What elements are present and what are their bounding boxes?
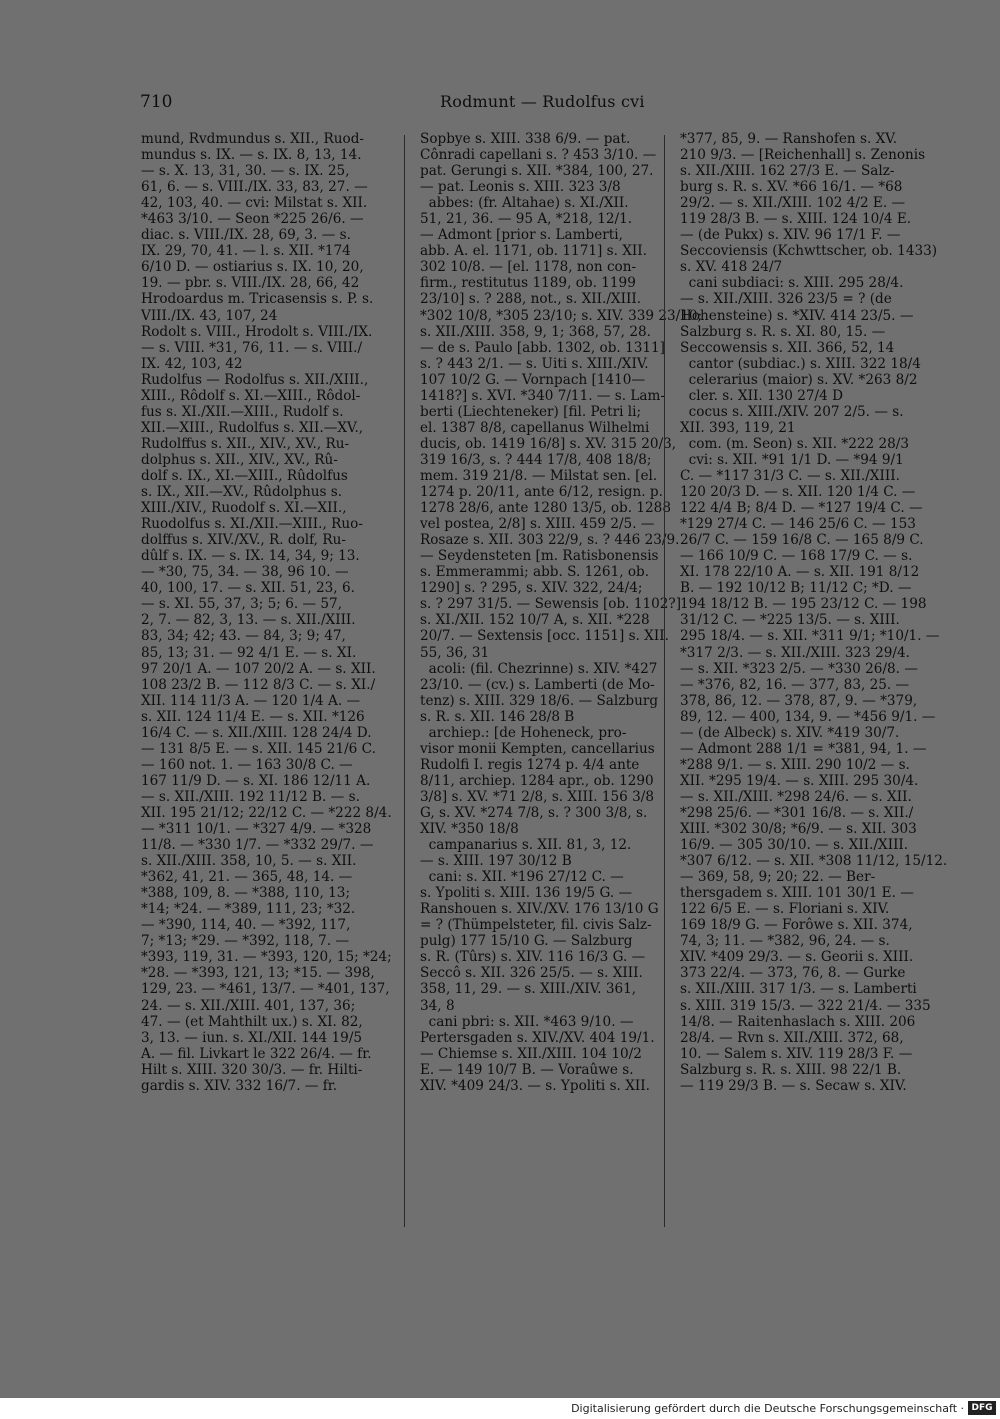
- page-header: [140, 92, 920, 116]
- column-divider-right: [664, 135, 665, 1227]
- text-column-left: mund, Rvdmundus s. XII., Ruod- mundus s. IX. — s. IX. 8, 13, 14. — s. X. 13, 31, 30. — s. IX. 25, 61, 6. — s. VIII./IX. 33, 83, 27. — 42, 103, 40. — cvi: Milstat s. XII. *463 3/10. — Seon *225 26/6. — diac. s. VIII./IX. 28, 69, 3. — s. IX. 29, 70, 41. — l. s. XII. *174 6/10 D. — ostiarius s. IX. 10, 20, 19. — pbr. s. VIII./IX. 28, 66, 42 Hrodoardus m. Tricasensis s. P. s. VIII./IX. 43, 107, 24 Rodolt s. VIII., Hrodolt s. VIII./IX. — s. VIII. *31, 76, 11. — s. VIII./ IX. 42, 103, 42 Rudolfus — Rodolfus s. XII./XIII., XIII., Rôdolf s. XI.—XIII., Rôdol- fus s. XI./XII.—XIII., Rudolf s. XII.—XIII., Rudolfus s. XII.—XV., Rudolffus s. XII., XIV., XV., Ru- dolphus s. XII., XIV., XV., Rû- dolf s. IX., XI.—XIII., Rûdolfus s. IX., XII.—XV., Rûdolphus s. XIII./XIV., Ruodolf s. XI.—XII., Ruodolfus s. XI./XII.—XIII., Ruo- dolffus s. XIV./XV., R. dolf, Ru- dûlf s. IX. — s. IX. 14, 34, 9; 13. — *30, 75, 34. — 38, 96 10. — 40, 100, 17. — s. XII. 51, 23, 6. — s. XI. 55, 37, 3; 5; 6. — 57, 2, 7. — 82, 3, 13. — s. XII./XIII. 83, 34; 42; 43. — 84, 3; 9; 47, 85, 13; 31. — 92 4/1 E. — s. XI. 97 20/1 A. — 107 20/2 A. — s. XII. 108 23/2 B. — 112 8/3 C. — s. XI./ XII. 114 11/3 A. — 120 1/4 A. — s. XII. 124 11/4 E. — s. XII. *126 16/4 C. — s. XII./XIII. 128 24/4 D. — 131 8/5 E. — s. XII. 145 21/6 C. — 160 not. 1. — 163 30/8 C. — 167 11/9 D. — s. XI. 186 12/11 A. — s. XII./XIII. 192 11/12 B. — s. XII. 195 21/12; 22/12 C. — *222 8/4. — *311 10/1. — *327 4/9. — *328 11/8. — *330 1/7. — *332 29/7. — s. XII./XIII. 358, 10, 5. — s. XII. *362, 41, 21. — 365, 48, 14. — *388, 109, 8. — *388, 110, 13; *14; *24. — *389, 111, 23; *32. — *390, 114, 40. — *392, 117, 7; *13; *29. — *392, 118, 7. — *393, 119, 31. — *393, 120, 15; *24; *28. — *393, 121, 13; *15. — 398, 129, 23. — *461, 13/7. — *401, 137, 24. — s. XII./XIII. 401, 137, 36; 47. — (et Mahthilt ux.) s. XI. 82, 3, 13. — iun. s. XI./XII. 144 19/5 A. — fil. Livkart le 322 26/4. — fr. Hilt s. XIII. 320 30/3. — fr. Hilti- gardis s. XIV. 332 16/7. — fr.: [141, 131, 392, 1094]
- page-number: 710: [140, 92, 173, 112]
- funding-notice: Digitalisierung gefördert durch die Deutsche Forschungsgemeinschaft ·: [571, 1402, 964, 1415]
- text-column-right: *377, 85, 9. — Ranshofen s. XV. 210 9/3. — [Reichenhall] s. Zenonis s. XII./XIII. 162 27/3 E. — Salz- burg s. R. s. XV. *66 16/1. — *68 29/2. — s. XII./XIII. 102 4/2 E. — 119 28/3 B. — s. XIII. 124 10/4 E. — (de Pukx) s. XIV. 96 17/1 F. — Seccoviensis (Kchwttscher, ob. 1433) s. XV. 418 24/7 cani subdiaci: s. XIII. 295 28/4. — s. XII./XIII. 326 23/5 = ? (de Hohensteine) s. *XIV. 414 23/5. — Salzburg s. R. s. XI. 80, 15. — Seccowensis s. XII. 366, 52, 14 cantor (subdiac.) s. XIII. 322 18/4 celerarius (maior) s. XV. *263 8/2 cler. s. XII. 130 27/4 D cocus s. XIII./XIV. 207 2/5. — s. XII. 393, 119, 21 com. (m. Seon) s. XII. *222 28/3 cvi: s. XII. *91 1/1 D. — *94 9/1 C. — *117 31/3 C. — s. XII./XIII. 120 20/3 D. — s. XII. 120 1/4 C. — 122 4/4 B; 8/4 D. — *127 19/4 C. — *129 27/4 C. — 146 25/6 C. — 153 26/7 C. — 159 16/8 C. — 165 8/9 C. — 166 10/9 C. — 168 17/9 C. — s. XI. 178 22/10 A. — s. XII. 191 8/12 B. — 192 10/12 B; 11/12 C; *D. — 194 18/12 B. — 195 23/12 C. — 198 31/12 C. — *225 13/5. — s. XIII. 295 18/4. — s. XII. *311 9/1; *10/1. — *317 2/3. — s. XII./XIII. 323 29/4. — s. XII. *323 2/5. — *330 26/8. — — *376, 82, 16. — 377, 83, 25. — 378, 86, 12. — 378, 87, 9. — *379, 89, 12. — 400, 134, 9. — *456 9/1. — — (de Albeck) s. XIV. *419 30/7. — Admont 288 1/1 = *381, 94, 1. — *288 9/1. — s. XIII. 290 10/2 — s. XII. *295 19/4. — s. XIII. 295 30/4. — s. XII./XIII. *298 24/6. — s. XII. *298 25/6. — *301 16/8. — s. XII./ XIII. *302 30/8; *6/9. — s. XII. 303 16/9. — 305 30/10. — s. XII./XIII. *307 6/12. — s. XII. *308 11/12, 15/12. — 369, 58, 9; 20; 22. — Ber- thersgadem s. XIII. 101 30/1 E. — 122 6/5 E. — s. Floriani s. XIV. 169 18/9 G. — Forôwe s. XII. 374, 74, 3; 11. — *382, 96, 24. — s. XIV. *409 29/3. — s. Georii s. XIII. 373 22/4. — 373, 76, 8. — Gurke s. XII./XIII. 317 1/3. — s. Lamberti s. XIII. 319 15/3. — 322 21/4. — 335 14/8. — Raitenhaslach s. XIII. 206 28/4. — Rvn s. XII./XIII. 372, 68, 10. — Salem s. XIV. 119 28/3 F. — Salzburg s. R. s. XIII. 98 22/1 B. — 119 29/3 B. — s. Secaw s. XIV.: [680, 131, 948, 1094]
- running-head: Rodmunt — Rudolfus cvi: [440, 92, 645, 111]
- footer-bar: [0, 1398, 1000, 1419]
- dfg-logo: DFG: [968, 1401, 996, 1415]
- text-column-middle: Sopbye s. XIII. 338 6/9. — pat. Cônradi capellani s. ? 453 3/10. — pat. Gerungi s. XII. *384, 100, 27. — pat. Leonis s. XIII. 323 3/8 abbes: (fr. Altahae) s. XI./XII. 51, 21, 36. — 95 A, *218, 12/1. — Admont [prior s. Lamberti, abb. A. el. 1171, ob. 1171] s. XII. 302 10/8. — [el. 1178, non con- firm., restitutus 1189, ob. 1199 23/10] s. ? 288, not., s. XII./XIII. *302 10/8, *305 23/10; s. XIV. 339 23/10; s. XII./XIII. 358, 9, 1; 368, 57, 28. — de s. Paulo [abb. 1302, ob. 1311] s. ? 443 2/1. — s. Uiti s. XIII./XIV. 107 10/2 G. — Vornpach [1410— 1418?] s. XVI. *340 7/11. — s. Lam- berti (Liechteneker) [fil. Petri li; el. 1387 8/8, capellanus Wilhelmi ducis, ob. 1419 16/8] s. XV. 315 20/3, 319 16/3, s. ? 444 17/8, 408 18/8; mem. 319 21/8. — Milstat sen. [el. 1274 p. 20/11, ante 6/12, resign. p. 1278 28/6, ante 1280 13/5, ob. 1288 vel postea, 2/8] s. XIII. 459 2/5. — Rosaze s. XII. 303 22/9, s. ? 446 23/9. — Seydensteten [m. Ratisbonensis s. Emmerammi; abb. S. 1261, ob. 1290] s. ? 295, s. XIV. 322, 24/4; s. ? 297 31/5. — Sewensis [ob. 1102?] s. XI./XII. 152 10/7 A, s. XII. *228 20/7. — Sextensis [occ. 1151] s. XII. 55, 36, 31 acoli: (fil. Chezrinne) s. XIV. *427 23/10. — (cv.) s. Lamberti (de Mo- tenz) s. XIII. 329 18/6. — Salzburg s. R. s. XII. 146 28/8 B archiep.: [de Hoheneck, pro- visor monii Kempten, cancellarius Rudolfi I. regis 1274 p. 4/4 ante 8/11, archiep. 1284 apr., ob. 1290 3/8] s. XV. *71 2/8, s. XIII. 156 3/8 G, s. XV. *274 7/8, s. ? 300 3/8, s. XIV. *350 18/8 campanarius s. XII. 81, 3, 12. — s. XIII. 197 30/12 B cani: s. XII. *196 27/12 C. — s. Ypoliti s. XIII. 136 19/5 G. — Ranshouen s. XIV./XV. 176 13/10 G = ? (Thümpelsteter, fil. civis Salz- pulg) 177 15/10 G. — Salzburg s. R. (Tûrs) s. XIV. 116 16/3 G. — Seccô s. XII. 326 25/5. — s. XIII. 358, 11, 29. — s. XIII./XIV. 361, 34, 8 cani pbri: s. XII. *463 9/10. — Pertersgaden s. XIV./XV. 404 19/1. — Chiemse s. XII./XIII. 104 10/2 E. — 149 10/7 B. — Voraûwe s. XIV. *409 24/3. — s. Ypoliti s. XII.: [420, 131, 703, 1094]
- column-divider-left: [404, 135, 405, 1227]
